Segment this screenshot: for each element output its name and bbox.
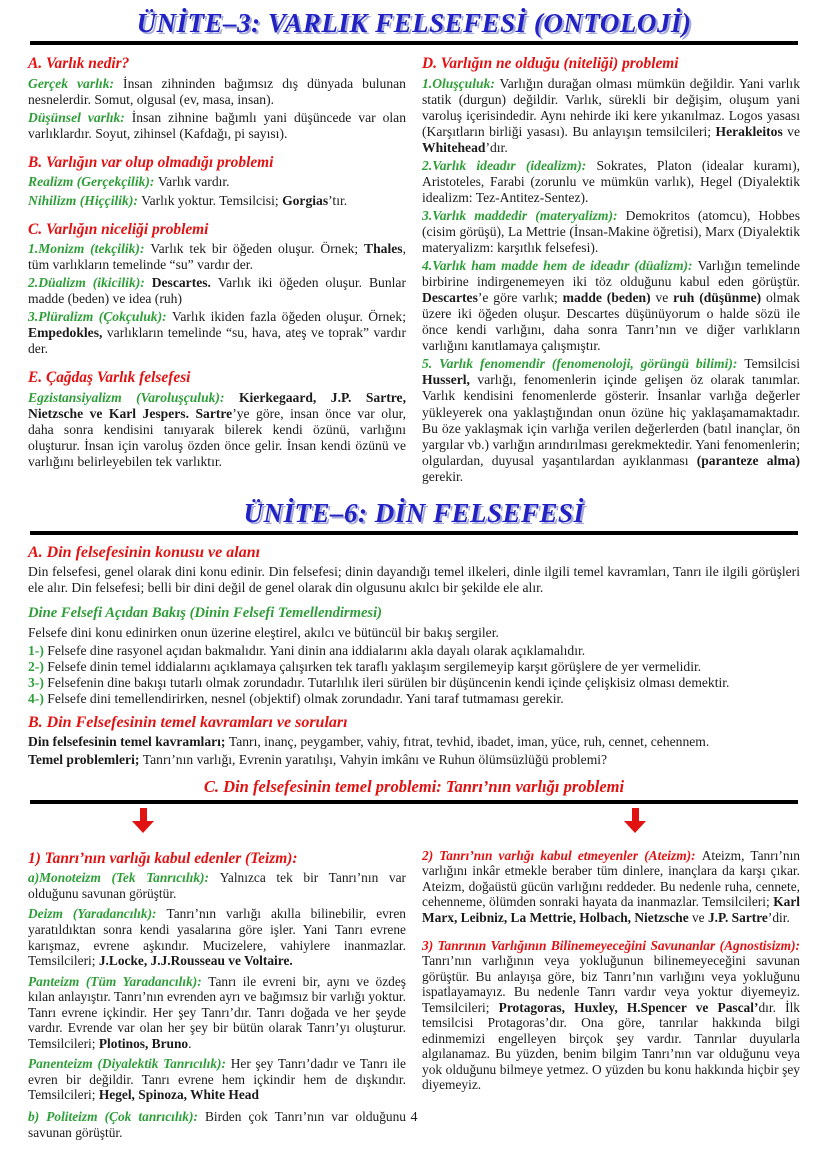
text-run: (paranteze alma)	[696, 452, 800, 468]
text-run: Whitehead	[422, 140, 486, 155]
list-item	[28, 691, 800, 707]
paragraph	[28, 974, 406, 1052]
text-run: 1.Oluşçuluk:	[422, 75, 500, 91]
text-run: Tanrı ile evreni bir, aynı ve özdeş kılan anlayıştır. Tanrı’nın evrenden ayrı ve bağımsız bir varlığı yoktur. Tanrı evrene içkindir. Her şey Tanrı’dır. Tanrı doğada ve her şeyde vardır. Evrende var olan her şey bir bütün olarak Tanrı’yı oluşturur. Temsilcileri;	[28, 973, 407, 1051]
paragraph	[28, 625, 800, 641]
unit6-intro-section	[0, 535, 828, 768]
list-number: 1-)	[28, 642, 44, 658]
text-run: ’dır.	[485, 140, 508, 155]
text-run: Varlığın temelinde birbirine indirgenemeyen iki töz olduğunu kabul eden görüştür.	[422, 258, 800, 290]
paragraph	[28, 241, 406, 273]
text-run: .	[188, 1035, 192, 1051]
paragraph	[28, 564, 800, 596]
text-run: Din felsefesi, genel olarak dini konu edinir. Din felsefesi; dinin dayandığı temel ilkeleri, dinle ilgili temel kavramları, Tanrı ile ilgili görüşleri ele alır. Din felsefesi; belli bir dini değil de genel olarak din olgusunu akılcı bir şekilde ele alır.	[28, 564, 800, 596]
list-number: 3-)	[28, 674, 44, 690]
paragraph	[28, 110, 406, 142]
paragraph	[422, 208, 800, 256]
text-run: Ateizm, Tanrı’nın varlığını inkâr etmekle beraber tüm dinlere, inançlara da karşı çıkar. Ateizm, doğaüstü gücün varlığını reddeder. Bu nedenle ruha, cennete, cehenneme, ölümden sonraki hayata da inanmazlar. Temsilcileri;	[422, 847, 800, 910]
text-run: Her şey Tanrı’dadır ve Tanrı ile evren bir değildir. Tanrı evrene hem içkindir hem de dışkındır. Temsilcileri;	[28, 1056, 407, 1103]
section-heading: A. Varlık nedir?	[28, 55, 130, 73]
text-run: ve	[782, 123, 801, 139]
text-run: ’e göre varlık;	[477, 290, 563, 306]
arrow-stem	[140, 808, 147, 821]
section-heading: D. Varlığın ne olduğu (niteliği) problemi	[422, 55, 679, 73]
text-run: Kierkegaard, J.P. Sartre, Nietzsche ve Karl Jespers. Sartre	[28, 389, 406, 421]
text-run: b) Politeizm (Çok tanrıcılık):	[28, 1108, 205, 1124]
paragraph	[28, 752, 800, 768]
list-text: Felsefe dini temellendirirken, nesnel (objektif) olmak zorundadır. Yani taraf tutmaması gerekir.	[43, 690, 564, 706]
text-run: Protagoras, Huxley, H.Spencer ve Pascal’	[498, 999, 759, 1015]
page-number: 4	[410, 1110, 418, 1125]
teizm-column	[28, 848, 406, 1145]
section-heading: Dine Felsefi Açıdan Bakış (Dinin Felsefi Temellendirmesi)	[28, 605, 383, 622]
list-item	[28, 659, 800, 675]
list-text: Felsefenin dine bakışı tutarlı olmak zorundadır. Tutarlılık ileri sürülen bir düşüncenin kendi içinde çelişkisiz olması demektir.	[43, 674, 730, 690]
text-run: 5. Varlık fenomendir (fenomenoloji, görüngü bilimi):	[422, 356, 745, 372]
text-run: Demokritos (atomcu), Hobbes (cisim görüşü), La Mettrie (İnsan-Makine öğretisi), Marx (Diyalektik materyalizm: karşıtlık felsefesi).	[422, 208, 800, 256]
text-run: Varlığın durağan olması mümkün değildir. Yani varlık statik (durgun) değildir. Varlık, sürekli bir değişim, oluşum yani varoluş içerisindedir. Aynı nehirde iki kere yıkanılmaz. Logos yasası (Karşıtların birliği yasası). Bu anlayışın temsilcileri;	[422, 75, 800, 139]
text-run: ’dir.	[767, 910, 790, 926]
list-number: 2-)	[28, 658, 44, 674]
section-heading: 1) Tanrı’nın varlığı kabul edenler (Teizm):	[28, 849, 298, 867]
text-run: 2) Tanrı’nın varlığı kabul etmeyenler (Ateizm):	[422, 847, 702, 863]
section-heading: B. Varlığın var olup olmadığı problemi	[28, 154, 274, 171]
text-run: Tanrı’nın varlığı akılla bilinebilir, evren yaratıldıktan sonra kendi yasalarına göre işler. Yani Tanrı evrene karışmaz, evrene aşkındır. Mucizelere, vahiylere inanmazlar. Temsilcileri;	[28, 906, 406, 969]
text-run: 2.Düalizm (ikicilik):	[28, 275, 152, 291]
text-run: Temel problemleri;	[28, 752, 143, 768]
text-run: Descartes.	[151, 275, 218, 291]
paragraph	[422, 258, 800, 354]
text-run: Husserl,	[422, 372, 470, 388]
text-run: olmak üzere iki öğeden oluşur. Descartes düşünüyorum o halde sözü ile önce kendi varlığını, daha sonra Tanrı’nın ve diğer varlıkların varlığını kanıtlamaya çalışmıştır.	[422, 290, 800, 354]
text-run: Descartes	[422, 290, 478, 306]
text-run: a)Monoteizm (Tek Tanrıcılık):	[28, 870, 220, 886]
text-run: 1.Monizm (tekçilik):	[28, 241, 151, 257]
arrows-row	[0, 804, 828, 840]
text-run: varlıkların temelinde “su, hava, ateş ve toprak” vardır der.	[28, 325, 406, 357]
text-run: Thales	[364, 241, 403, 257]
paragraph	[28, 390, 406, 470]
text-run: ve	[650, 290, 674, 306]
text-run: J.P. Sartre	[707, 910, 768, 926]
text-run: 3.Plüralizm (Çokçuluk):	[28, 309, 173, 325]
section-heading: A. Din felsefesinin konusu ve alanı	[28, 544, 261, 562]
text-run: Sokrates, Platon (idealar kuramı), Aristoteles, Farabi (zorunlu ve mümkün varlık), Hegel (Diyalektik idealizm: Tez-Antitez-Sentez).	[422, 158, 800, 206]
list-text: Felsefe dine rasyonel açıdan bakmalıdır. Yani dinin ana iddialarını akla dayalı olarak açıklamalıdır.	[43, 642, 586, 658]
paragraph	[28, 174, 406, 190]
text-run: Varlık yoktur. Temsilcisi;	[141, 192, 283, 208]
text-run: Karl Marx, Leibniz, La Mettrie, Holbach, Nietzsche	[422, 894, 800, 926]
paragraph	[422, 848, 800, 926]
paragraph	[422, 938, 800, 1093]
text-run: Hegel, Spinoza, White Head	[98, 1087, 259, 1103]
down-arrow-icon	[132, 808, 154, 833]
text-run: 3.Varlık maddedir (materyalizm):	[422, 208, 626, 224]
paragraph	[28, 76, 406, 108]
text-run: , tüm varlıkların temelinde “su” vardır der.	[28, 241, 406, 273]
paragraph	[422, 356, 800, 484]
unit3-right-column	[422, 53, 800, 486]
arrow-stem	[632, 808, 639, 821]
text-run: ve	[688, 910, 708, 926]
text-run: Varlık vardır.	[157, 174, 230, 190]
text-run: Panenteizm (Diyalektik Tanrıcılık):	[28, 1056, 231, 1072]
text-run: Panteizm (Tüm Yaradancılık):	[28, 973, 209, 989]
section-c-heading: C. Din felsefesinin temel problemi: Tanrı’nın varlığı problemi	[203, 777, 625, 797]
ateizm-column	[422, 848, 800, 1145]
text-run: ruh (düşünme)	[673, 290, 762, 306]
text-run: Tanrı, inanç, peygamber, vahiy, fıtrat, tevhid, ibadet, iman, yüce, ruh, cennet, cehennem.	[228, 734, 710, 750]
text-run: Deizm (Yaradancılık):	[28, 906, 167, 922]
text-run: Tanrı’nın varlığının veya yokluğunun bilinemeyeceğini savunan görüştür. Bu anlayışa göre, biz Tanrı’nın varlığını veya yokluğunu ispatlayamayız. Bu nedenle Tanrı vardır veya yoktur diyemeyiz. Temsilcileri;	[422, 953, 800, 1015]
list-number: 4-)	[28, 690, 44, 706]
text-run: Yalnızca tek bir Tanrı’nın var olduğunu savunan görüştür.	[28, 870, 406, 901]
section-heading: E. Çağdaş Varlık felsefesi	[28, 369, 191, 387]
paragraph	[422, 76, 800, 156]
paragraph	[28, 1056, 406, 1103]
text-run: Birden çok Tanrı’nın var olduğunu savunan görüştür.	[28, 1108, 407, 1140]
text-run: Varlık iki öğeden oluşur. Bunlar madde (beden) ve idea (ruh)	[28, 275, 406, 307]
text-run: ’tır.	[328, 192, 348, 208]
paragraph	[422, 158, 800, 206]
text-run: Varlık ikiden fazla öğeden oluşur. Örnek;	[172, 309, 406, 325]
section-heading: B. Din Felsefesinin temel kavramları ve soruları	[28, 713, 348, 731]
text-run: İnsan zihninden bağımsız dış dünyada bulunan nesnelerdir. Somut, olgusal (ev, masa, insan).	[28, 75, 406, 107]
text-run: Düşünsel varlık:	[28, 109, 132, 125]
list-item	[28, 643, 800, 659]
text-run: 2.Varlık ideadır (idealizm):	[422, 158, 597, 174]
unit6-columns	[0, 840, 828, 1145]
text-run: madde (beden)	[562, 290, 651, 306]
text-run: J.Locke, J.J.Rousseau ve Voltaire.	[98, 953, 293, 969]
text-run: Gerçek varlık:	[28, 75, 124, 91]
paragraph	[28, 870, 406, 901]
text-run: İnsan zihnine bağımlı yani düşüncede var olan varlıklardır. Soyut, zihinsel (Kafdağı, pi sayısı).	[28, 109, 406, 141]
paragraph	[28, 906, 406, 968]
arrow-head	[132, 821, 154, 833]
text-run: gerekir.	[422, 468, 464, 484]
text-run: ’ye göre, insan önce var olur, daha sonra kendisini tanıyarak bilerek kendi özünü, varlığını oluşturur. İnsan için varoluş özden önce gelir. İnsan kendi özünü ve varlığını belirleyebilen tek varlıktır.	[28, 405, 406, 469]
text-run: Nihilizm (Hiççilik):	[28, 192, 142, 208]
text-run: Gorgias	[282, 192, 329, 208]
text-run: Empedokles,	[28, 325, 103, 341]
text-run: Plotinos, Bruno	[98, 1035, 189, 1051]
unit3-banner-title: ÜNİTE–3: VARLIK FELSEFESİ (ONTOLOJİ)	[136, 8, 692, 38]
text-run: Tanrı’nın varlığı, Evrenin yaratılışı, Vahyin imkânı ve Ruhun ölümsüzlüğü problemi?	[142, 752, 608, 768]
text-run: Felsefe dini konu edinirken onun üzerine eleştirel, akılcı ve bütüncül bir bakış sergiler.	[28, 624, 499, 640]
unit3-left-column	[28, 53, 406, 486]
paragraph	[28, 309, 406, 357]
unit3-columns	[0, 45, 828, 486]
paragraph	[28, 734, 800, 750]
section-heading: C. Varlığın niceliği problemi	[28, 220, 209, 238]
list-text: Felsefe dinin temel iddialarını açıklamaya çalışırken tek taraflı yaklaşım sergilemeyip karşıt görüşlere de yer vermelidir.	[43, 658, 702, 674]
paragraph	[28, 275, 406, 307]
text-run: dır. İlk temsilcisi Protagoras’dır. Ona göre, tanrılar hakkında bilgi edinmemizi engelleyen birçok şey vardır. Tanrılar duyularla algılanamaz. Bu yüzden, benim bilgim Tanrı’nın var olduğunu veya yok olduğunu bilmeye yetmez. O yüzden bu konu hakkında hiçbir şey diyemeyiz.	[422, 999, 800, 1093]
arrow-head	[624, 821, 646, 833]
down-arrow-icon	[624, 808, 646, 833]
text-run: Din felsefesinin temel kavramları;	[28, 734, 229, 750]
text-run: Temsilcisi	[744, 356, 800, 372]
text-run: 3) Tanrının Varlığının Bilinemeyeceğini Savunanlar (Agnostisizm):	[422, 937, 800, 953]
text-run: Egzistansiyalizm (Varoluşçuluk):	[28, 389, 239, 405]
text-run: Varlık tek bir öğeden oluşur. Örnek;	[150, 241, 365, 257]
list-item	[28, 675, 800, 691]
paragraph	[28, 193, 406, 209]
text-run: Herakleitos	[715, 123, 783, 139]
unit6-banner-title: ÜNİTE–6: DİN FELSEFESİ	[243, 497, 585, 528]
text-run: varlığı, fenomenlerin içinde gelişen öz olarak tanımlar. Varlık kendisini fenomenlerde gösterir. İnsanlar varlığa değerler yükleyerek ona yaklaştığından onun özüne hiç yaklaşamamaktadır. Bu öze yaklaşmak için varlığa verilen değerlerden (batıl inançlar, ön yargılar vb.) varlığın arındırılması gerekmektedir. Yani fenomenlerin; olgulardan, duyusal yaşantılardan ayıklanması	[422, 372, 800, 468]
text-run: Realizm (Gerçekçilik):	[28, 174, 158, 190]
text-run: 4.Varlık ham madde hem de ideadır (düalizm):	[422, 258, 698, 274]
